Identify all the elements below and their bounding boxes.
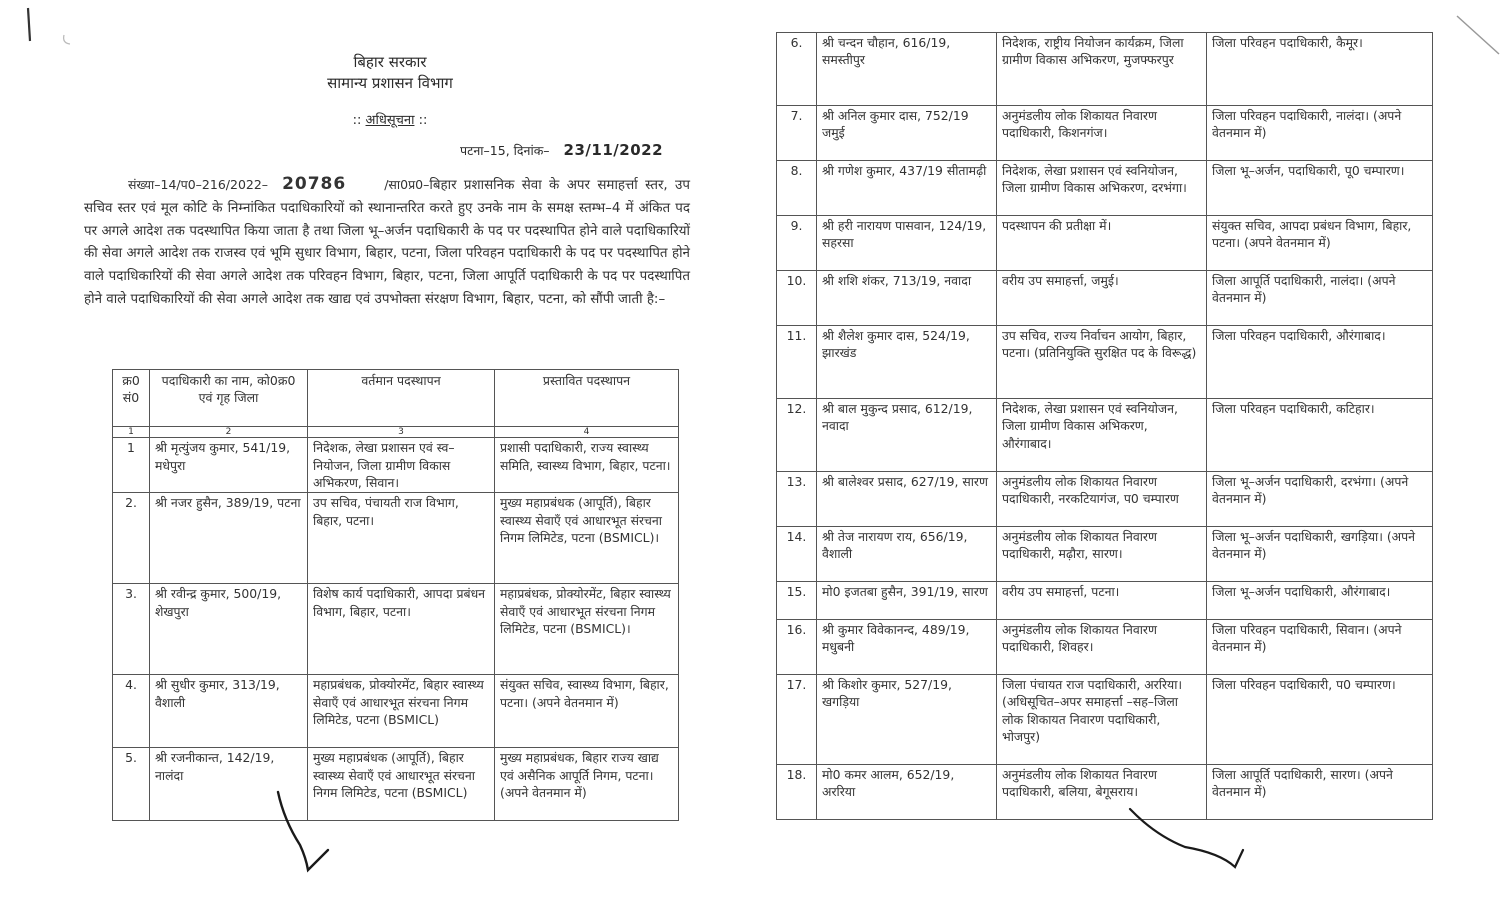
officer-name: मो0 इजतबा हुसैन, 391/19, सारण [817,582,997,620]
serial-number: 7. [777,106,817,161]
serial-number: 10. [777,271,817,326]
serial-number: 5. [113,748,150,821]
serial-number: 9. [777,216,817,271]
serial-number: 4. [113,675,150,748]
current-posting: जिला पंचायत राज पदाधिकारी, अररिया। (अधिसूचित–अपर समाहर्त्ता –सह–जिला लोक शिकायत निवारण पदाधिकारी, भोजपुर) [997,675,1207,765]
proposed-posting: जिला परिवहन पदाधिकारी, सिवान। (अपने वेतनमान में) [1207,620,1433,675]
officer-name: श्री रजनीकान्त, 142/19, नालंदा [150,748,308,821]
officer-name: मो0 कमर आलम, 652/19, अररिया [817,765,997,820]
table-row [777,326,1433,399]
table-row [777,216,1433,271]
pen-stroke-mark [20,5,40,45]
column-number: 2 [150,427,308,438]
notification-title: अधिसूचना [365,113,415,128]
current-posting: महाप्रबंधक, प्रोक्योरमेंट, बिहार स्वास्थ्य सेवाएँ एवं आधारभूत संरचना निगम लिमिटेड, पटना (BSMICL) [308,675,495,748]
proposed-posting: जिला भू–अर्जन पदाधिकारी, खगड़िया। (अपने वेतनमान में) [1207,527,1433,582]
serial-number: 11. [777,326,817,399]
current-posting: विशेष कार्य पदाधिकारी, आपदा प्रबंधन विभाग, बिहार, पटना। [308,584,495,675]
department-title: सामान्य प्रशासन विभाग [327,74,453,92]
proposed-posting: जिला परिवहन पदाधिकारी, प0 चम्पारण। [1207,675,1433,765]
current-posting: पदस्थापन की प्रतीक्षा में। [997,216,1207,271]
officer-name: श्री कुमार विवेकानन्द, 489/19, मधुबनी [817,620,997,675]
serial-number: 14. [777,527,817,582]
header-proposed-posting: प्रस्तावित पदस्थापन [495,370,679,427]
officer-name: श्री नजर हुसैन, 389/19, पटना [150,493,308,584]
officer-name: श्री किशोर कुमार, 527/19, खगड़िया [817,675,997,765]
column-number: 3 [308,427,495,438]
current-posting: निदेशक, लेखा प्रशासन एवं स्वनियोजन, जिला ग्रामीण विकास अभिकरण, दरभंगा। [997,161,1207,216]
government-title: बिहार सरकार [353,53,427,71]
notification-prefix: :: [352,113,362,128]
serial-number: 12. [777,399,817,472]
table-row [777,33,1433,106]
table-row [113,493,679,584]
officer-name: श्री तेज नारायण राय, 656/19, वैशाली [817,527,997,582]
serial-number: 8. [777,161,817,216]
body-text: बिहार प्रशासनिक सेवा के अपर समाहर्त्ता स्तर, उप सचिव स्तर एवं मूल कोटि के निम्नांकित पदाधिकारियों को स्थानान्तरित करते हुए उनके नाम के समक्ष स्तम्भ–4 में अंकित पद पर अगले आदेश तक पदस्थापित किया जाता है तथा जिला भू–अर्जन पदाधिकारी के पद पर पदस्थापित होने वाले पदाधिकारियों की सेवा अगले आदेश तक राजस्व एवं भूमि सुधार विभाग, बिहार, पटना, जिला परिवहन पदाधिकारी के पद पर पदस्थापित होने वाले पदाधिकारियों की सेवा अगले आदेश तक परिवहन विभाग, बिहार, पटना, जिला आपूर्ति पदाधिकारी के पद पर पदस्थापित होने वाले पदाधिकारियों की सेवा अगले आदेश तक खाद्य एवं उपभोक्ता संरक्षण विभाग, बिहार, पटना, को सौंपी जाती है:– [84,178,690,307]
officer-name: श्री गणेश कुमार, 437/19 सीतामढ़ी [817,161,997,216]
serial-number: 18. [777,765,817,820]
table-row [777,527,1433,582]
officer-name: श्री अनिल कुमार दास, 752/19 जमुई [817,106,997,161]
proposed-posting: जिला भू–अर्जन पदाधिकारी, औरंगाबाद। [1207,582,1433,620]
transfer-table-part-1 [112,369,679,821]
column-number: 4 [495,427,679,438]
proposed-posting: महाप्रबंधक, प्रोक्योरमेंट, बिहार स्वास्थ्य सेवाएँ एवं आधारभूत संरचना निगम लिमिटेड, पटना (BSMICL)। [495,584,679,675]
serial-number: 3. [113,584,150,675]
reference-prefix: संख्या–14/प0–216/2022– [128,177,269,192]
table-row [777,271,1433,326]
current-posting: वरीय उप समाहर्त्ता, जमुई। [997,271,1207,326]
serial-number: 1 [113,438,150,493]
table-row [777,582,1433,620]
table-row [113,675,679,748]
current-posting: अनुमंडलीय लोक शिकायत निवारण पदाधिकारी, शिवहर। [997,620,1207,675]
table-row [777,620,1433,675]
notification-heading [80,110,700,128]
header-current-posting: वर्तमान पदस्थापन [308,370,495,427]
proposed-posting: जिला परिवहन पदाधिकारी, कटिहार। [1207,399,1433,472]
current-posting: उप सचिव, राज्य निर्वाचन आयोग, बिहार, पटना। (प्रतिनियुक्ति सुरक्षित पद के विरूद्ध) [997,326,1207,399]
serial-number: 2. [113,493,150,584]
notification-date: 23/11/2022 [563,141,663,159]
proposed-posting: संयुक्त सचिव, आपदा प्रबंधन विभाग, बिहार, पटना। (अपने वेतनमान में) [1207,216,1433,271]
current-posting: निदेशक, राष्ट्रीय नियोजन कार्यक्रम, जिला ग्रामीण विकास अभिकरण, मुजफ्फरपुर [997,33,1207,106]
reference-suffix: /सा0प्र0– [384,177,430,192]
proposed-posting: जिला भू–अर्जन पदाधिकारी, दरभंगा। (अपने वेतनमान में) [1207,472,1433,527]
notification-suffix: :: [418,113,428,128]
officer-name: श्री सुधीर कुमार, 313/19, वैशाली [150,675,308,748]
table-row [777,472,1433,527]
serial-number: 13. [777,472,817,527]
officer-name: श्री बाल मुकुन्द प्रसाद, 612/19, नवादा [817,399,997,472]
proposed-posting: प्रशासी पदाधिकारी, राज्य स्वास्थ्य समिति, स्वास्थ्य विभाग, बिहार, पटना। [495,438,679,493]
officer-name: श्री शैलेश कुमार दास, 524/19, झारखंड [817,326,997,399]
table-row [777,399,1433,472]
officer-name: श्री बालेश्वर प्रसाद, 627/19, सारण [817,472,997,527]
pen-smudge-mark [58,30,78,50]
table-row [777,765,1433,820]
current-posting: उप सचिव, पंचायती राज विभाग, बिहार, पटना। [308,493,495,584]
handwritten-tick-mark [270,790,340,875]
handwritten-arrow-mark [1125,805,1255,875]
officer-name: श्री मृत्युंजय कुमार, 541/19, मधेपुरा [150,438,308,493]
current-posting: निदेशक, लेखा प्रशासन एवं स्वनियोजन, जिला ग्रामीण विकास अभिकरण, औरंगाबाद। [997,399,1207,472]
proposed-posting: संयुक्त सचिव, स्वास्थ्य विभाग, बिहार, पटना। (अपने वेतनमान में) [495,675,679,748]
table-row [113,748,679,821]
proposed-posting: मुख्य महाप्रबंधक (आपूर्ति), बिहार स्वास्थ्य सेवाएँ एवं आधारभूत संरचना निगम लिमिटेड, पटना (BSMICL)। [495,493,679,584]
proposed-posting: जिला परिवहन पदाधिकारी, औरंगाबाद। [1207,326,1433,399]
header-name: पदाधिकारी का नाम, को0क्र0 एवं गृह जिला [150,370,308,427]
column-number-row [113,427,679,438]
serial-number: 15. [777,582,817,620]
table-row [777,161,1433,216]
serial-number: 17. [777,675,817,765]
table-row [777,675,1433,765]
officer-name: श्री हरी नारायण पासवान, 124/19, सहरसा [817,216,997,271]
current-posting: निदेशक, लेखा प्रशासन एवं स्व–नियोजन, जिला ग्रामीण विकास अभिकरण, सिवान। [308,438,495,493]
proposed-posting: मुख्य महाप्रबंधक, बिहार राज्य खाद्य एवं असैनिक आपूर्ति निगम, पटना। (अपने वेतनमान में) [495,748,679,821]
officer-name: श्री शशि शंकर, 713/19, नवादा [817,271,997,326]
transfer-table-part-2 [776,32,1433,820]
reference-number: 20786 [282,174,347,194]
table-row [113,584,679,675]
table-row [113,438,679,493]
proposed-posting: जिला आपूर्ति पदाधिकारी, सारण। (अपने वेतनमान में) [1207,765,1433,820]
notification-body [84,173,690,312]
current-posting: अनुमंडलीय लोक शिकायत निवारण पदाधिकारी, मढ़ौरा, सारण। [997,527,1207,582]
serial-number: 6. [777,33,817,106]
serial-number: 16. [777,620,817,675]
current-posting: अनुमंडलीय लोक शिकायत निवारण पदाधिकारी, बलिया, बेगूसराय। [997,765,1207,820]
proposed-posting: जिला परिवहन पदाधिकारी, कैमूर। [1207,33,1433,106]
notification-page-1 [80,45,700,835]
proposed-posting: जिला परिवहन पदाधिकारी, नालंदा। (अपने वेतनमान में) [1207,106,1433,161]
corner-line-mark [1455,12,1500,57]
current-posting: वरीय उप समाहर्त्ता, पटना। [997,582,1207,620]
table-row [777,106,1433,161]
table-header-row [113,370,679,427]
current-posting: अनुमंडलीय लोक शिकायत निवारण पदाधिकारी, नरकटियागंज, प0 चम्पारण [997,472,1207,527]
header-serial: क्र0 सं0 [113,370,150,427]
current-posting: मुख्य महाप्रबंधक (आपूर्ति), बिहार स्वास्थ्य सेवाएँ एवं आधारभूत संरचना निगम लिमिटेड, पटना (BSMICL) [308,748,495,821]
current-posting: अनुमंडलीय लोक शिकायत निवारण पदाधिकारी, किशनगंज। [997,106,1207,161]
column-number: 1 [113,427,150,438]
place-label: पटना–15, दिनांक– [459,143,550,158]
officer-name: श्री रवीन्द्र कुमार, 500/19, शेखपुरा [150,584,308,675]
proposed-posting: जिला आपूर्ति पदाधिकारी, नालंदा। (अपने वेतनमान में) [1207,271,1433,326]
officer-name: श्री चन्दन चौहान, 616/19, समस्तीपुर [817,33,997,106]
notification-page-2 [776,32,1434,844]
date-line [460,141,663,159]
proposed-posting: जिला भू–अर्जन, पदाधिकारी, पू0 चम्पारण। [1207,161,1433,216]
